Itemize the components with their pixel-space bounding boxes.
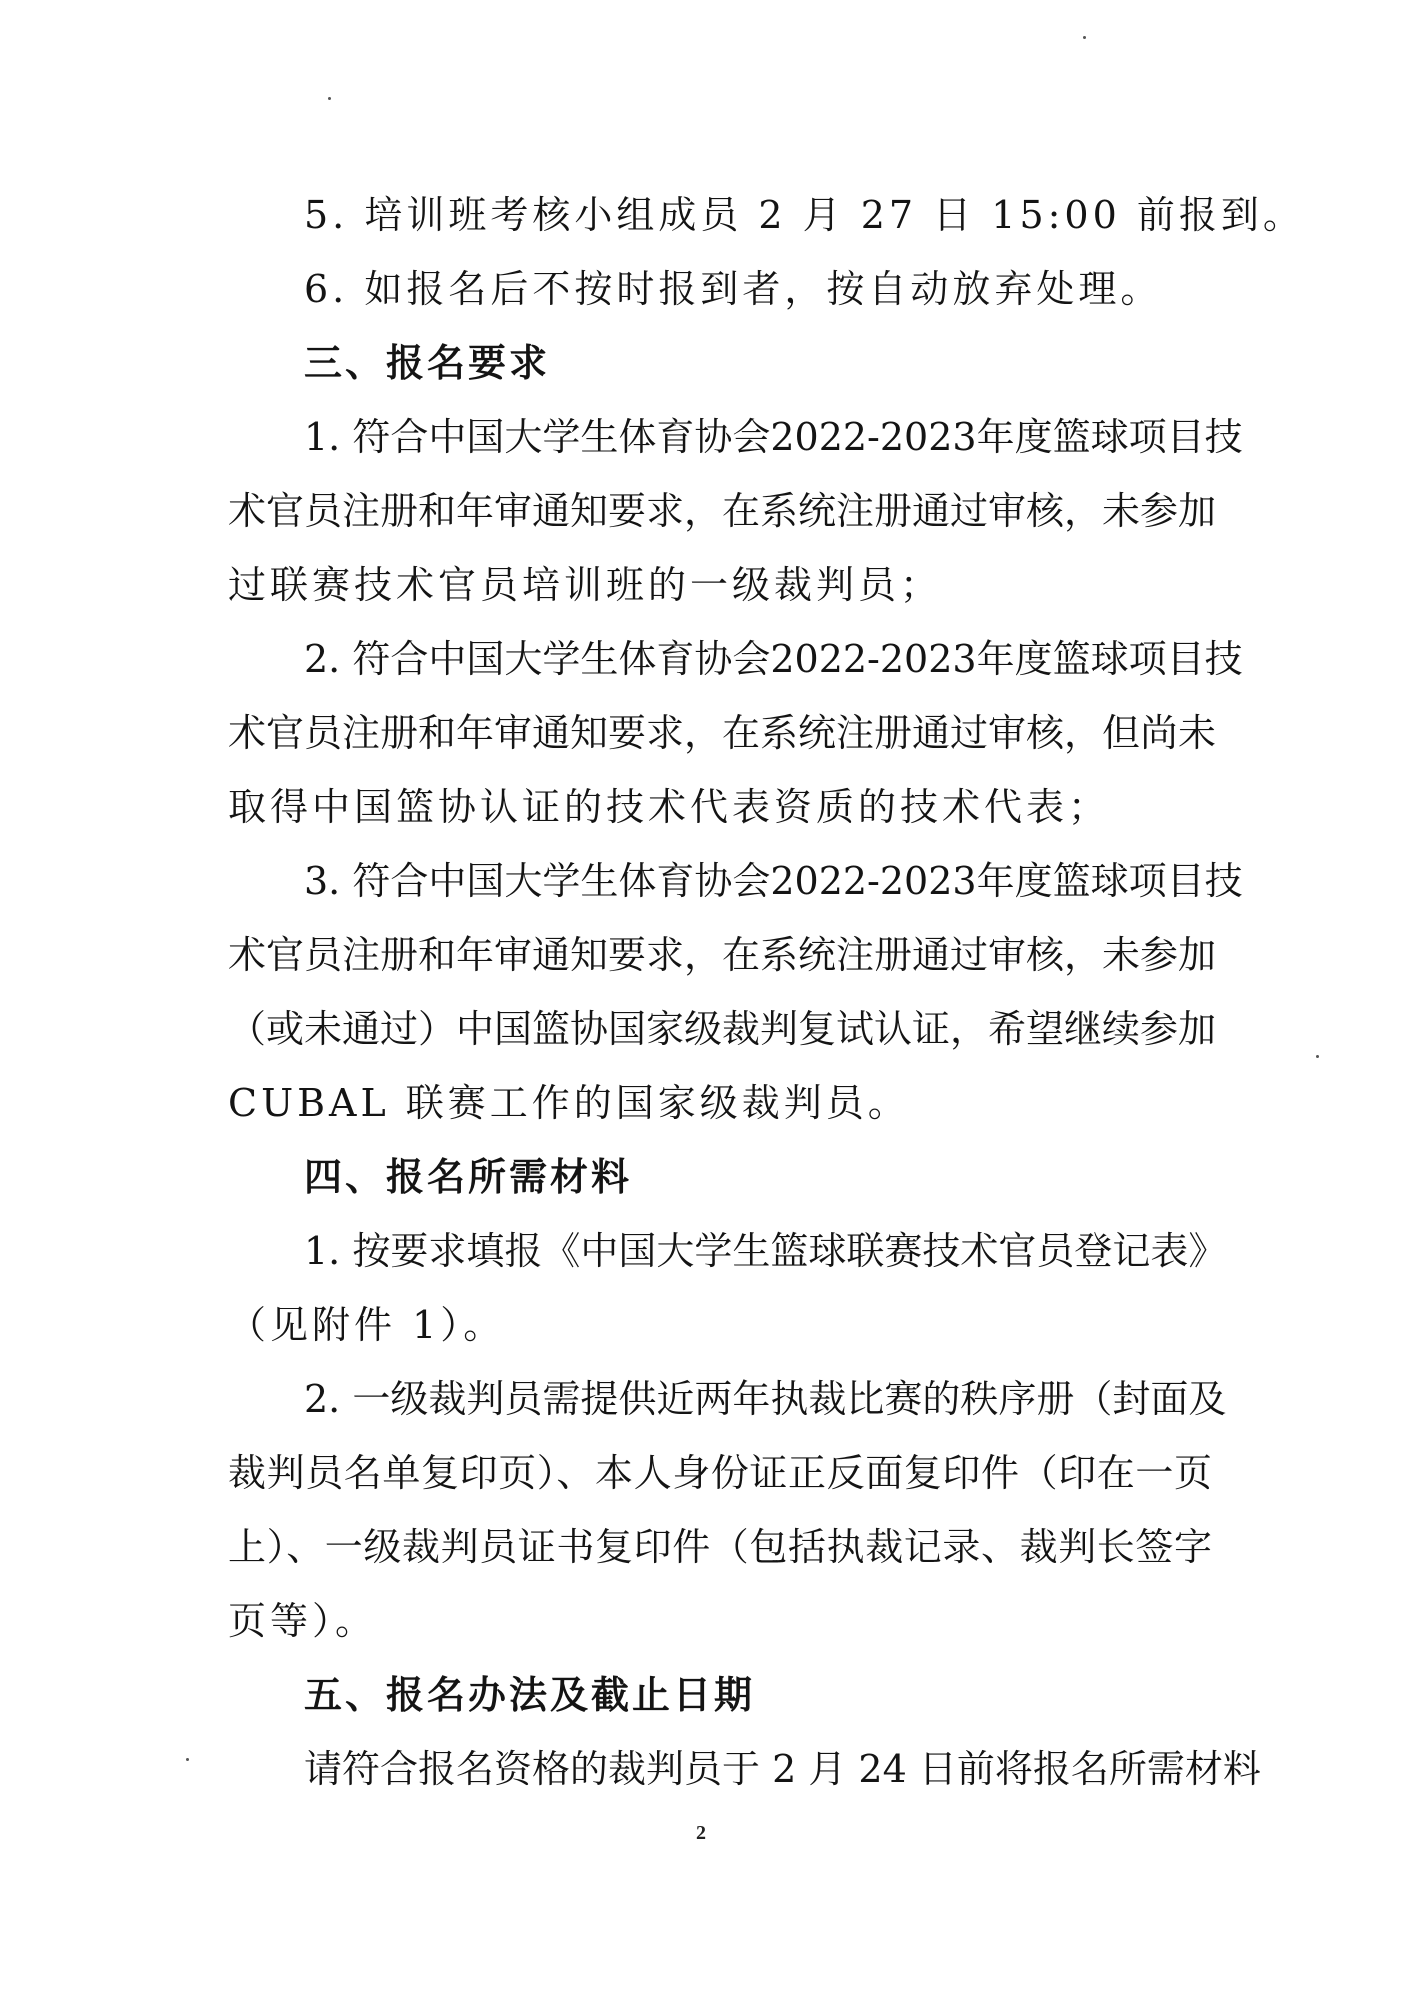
section-heading: 三、报名要求: [304, 341, 551, 385]
paragraph-line: 术官员注册和年审通知要求，在系统注册通过审核，未参加: [228, 933, 1217, 977]
paragraph-line: CUBAL 联赛工作的国家级裁判员。: [228, 1081, 910, 1125]
paragraph-line: 1. 符合中国大学生体育协会2022-2023年度篮球项目技: [304, 415, 1243, 459]
paragraph-line: 术官员注册和年审通知要求，在系统注册通过审核，但尚未: [228, 711, 1217, 755]
paragraph-line: 上）、一级裁判员证书复印件（包括执裁记录、裁判长签字: [228, 1525, 1212, 1569]
paragraph-line: 2. 一级裁判员需提供近两年执裁比赛的秩序册（封面及: [304, 1377, 1227, 1421]
scan-speck: [186, 1758, 189, 1761]
paragraph-line: 5. 培训班考核小组成员 2 月 27 日 15:00 前报到。: [304, 193, 1305, 237]
paragraph-line: 裁判员名单复印页）、本人身份证正反面复印件（印在一页: [228, 1451, 1212, 1495]
paragraph-line: 页等）。: [228, 1599, 378, 1643]
section-heading: 五、报名办法及截止日期: [304, 1673, 756, 1717]
paragraph-line: 术官员注册和年审通知要求，在系统注册通过审核，未参加: [228, 489, 1217, 533]
paragraph-line: 3. 符合中国大学生体育协会2022-2023年度篮球项目技: [304, 859, 1243, 903]
paragraph-line: （见附件 1）。: [228, 1303, 506, 1347]
paragraph-line: 请符合报名资格的裁判员于 2 月 24 日前将报名所需材料: [304, 1747, 1261, 1791]
scan-speck: [328, 97, 331, 100]
document-body: [228, 178, 1305, 1806]
scan-speck: [1083, 36, 1086, 39]
paragraph-line: （或未通过）中国篮协国家级裁判复试认证，希望继续参加: [228, 1007, 1217, 1051]
paragraph-line: 1. 按要求填报《中国大学生篮球联赛技术官员登记表》: [304, 1229, 1227, 1273]
paragraph-line: 过联赛技术官员培训班的一级裁判员；: [228, 563, 943, 607]
scan-speck: [1316, 1055, 1319, 1058]
paragraph-line: 2. 符合中国大学生体育协会2022-2023年度篮球项目技: [304, 637, 1243, 681]
page-number: 2: [696, 1822, 706, 1844]
section-heading: 四、报名所需材料: [304, 1155, 633, 1199]
paragraph-line: 取得中国篮协认证的技术代表资质的技术代表；: [228, 785, 1111, 829]
paragraph-line: 6. 如报名后不按时报到者，按自动放弃处理。: [304, 267, 1163, 311]
